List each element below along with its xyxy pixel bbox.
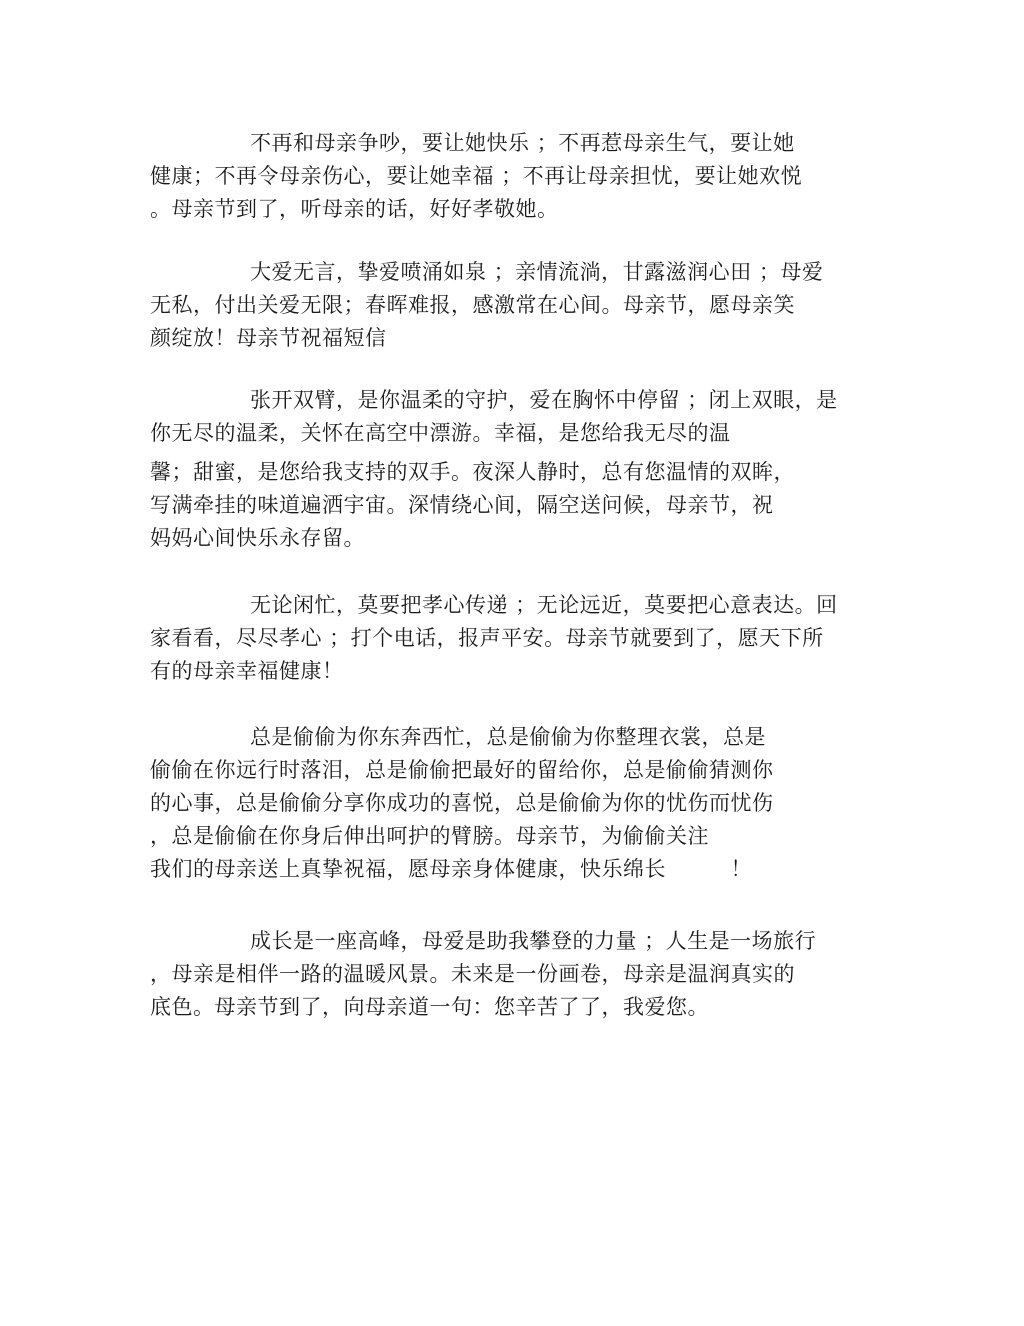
paragraph-line: 不再和母亲争吵，要让她快乐 ；不再惹母亲生气，要让她	[250, 131, 795, 155]
paragraph-line: 馨；甜蜜，是您给我支持的双手。夜深人静时，总有您温情的双眸，	[150, 460, 795, 484]
paragraph-line: 有的母亲幸福健康！	[150, 659, 344, 683]
paragraph-line: 偷偷在你远行时落泪，总是偷偷把最好的留给你，总是偷偷猜测你	[150, 758, 774, 782]
paragraph-line: ，母亲是相伴一路的温暖风景。未来是一份画卷，母亲是温润真实的	[150, 962, 795, 986]
paragraph-4	[150, 589, 870, 688]
paragraph-line: 总是偷偷为你东奔西忙，总是偷偷为你整理衣裳，总是	[250, 725, 766, 749]
paragraph-line: 你无尽的温柔，关怀在高空中漂游。幸福，是您给我无尽的温	[150, 421, 731, 445]
paragraph-line: 。母亲节到了，听母亲的话，好好孝敬她。	[150, 197, 559, 221]
paragraph-line: 颜绽放！母亲节祝福短信	[150, 326, 387, 350]
paragraph-line: 底色。母亲节到了，向母亲道一句：您辛苦了了，我爱您。	[150, 995, 709, 1019]
paragraph-line: 无私，付出关爱无限；春晖难报，感激常在心间。母亲节，愿母亲笑	[150, 293, 795, 317]
paragraph-line: 成长是一座高峰，母爱是助我攀登的力量 ；人生是一场旅行	[250, 929, 817, 953]
paragraph-2	[150, 256, 870, 355]
paragraph-line: 的心事，总是偷偷分享你成功的喜悦，总是偷偷为你的忧伤而忧伤	[150, 791, 774, 815]
paragraph-6	[150, 925, 870, 1024]
paragraph-line: 健康；不再令母亲伤心，要让她幸福 ；不再让母亲担忧，要让她欢悦	[150, 164, 803, 188]
paragraph-line: 无论闲忙，莫要把孝心传递 ；无论远近，莫要把心意表达。回	[250, 593, 838, 617]
paragraph-3	[150, 384, 870, 555]
paragraph-line: 张开双臂，是你温柔的守护，爱在胸怀中停留 ；闭上双眼，是	[250, 388, 838, 412]
paragraph-line: 我们的母亲送上真挚祝福，愿母亲身体健康，快乐绵长 ！	[150, 857, 752, 881]
paragraph-1	[150, 127, 870, 226]
paragraph-line: 妈妈心间快乐永存留。	[150, 526, 365, 550]
paragraph-line: ，总是偷偷在你身后伸出呵护的臂膀。母亲节，为偷偷关注	[150, 824, 709, 848]
paragraph-line: 大爱无言，挚爱喷涌如泉 ；亲情流淌，甘露滋润心田 ；母爱	[250, 260, 824, 284]
paragraph-line: 家看看，尽尽孝心 ；打个电话，报声平安。母亲节就要到了，愿天下所	[150, 626, 824, 650]
paragraph-line: 写满牵挂的味道遍洒宇宙。深情绕心间，隔空送问候，母亲节，祝	[150, 493, 774, 517]
paragraph-5	[150, 721, 870, 886]
